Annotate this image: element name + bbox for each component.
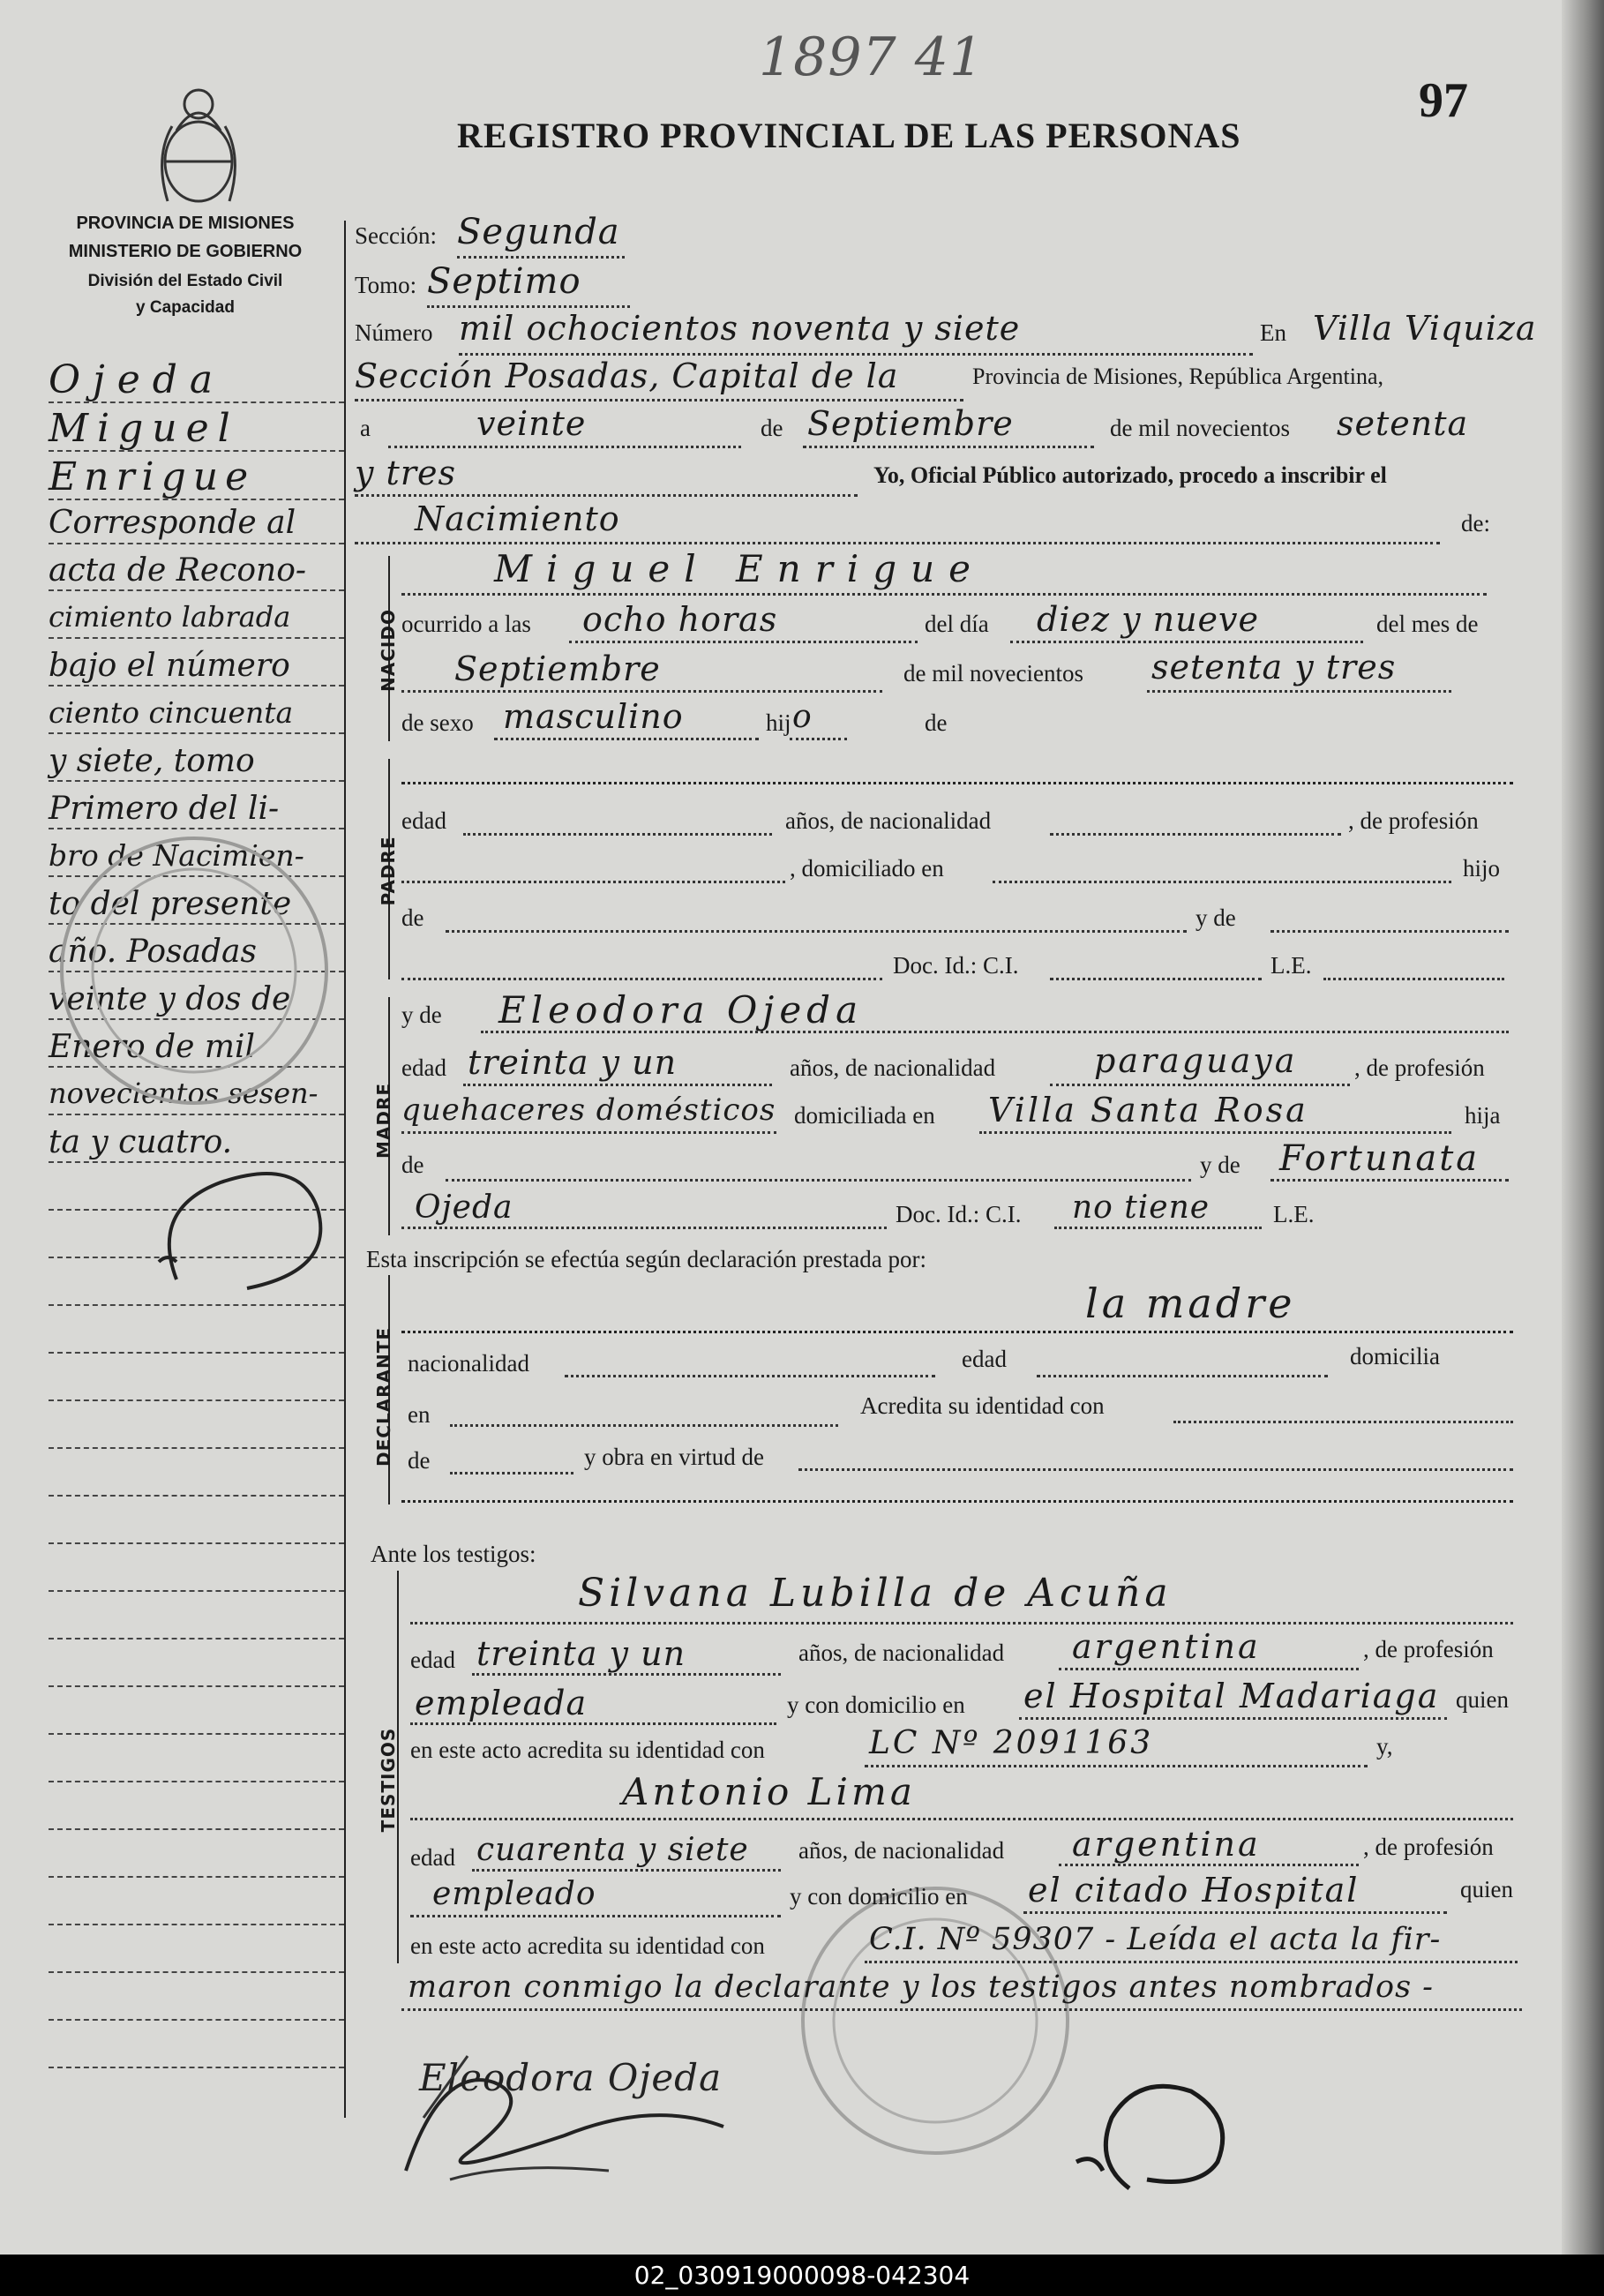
year-value: setenta <box>1337 404 1469 443</box>
oficial-text: Yo, Oficial Público autorizado, procedo a inscribir el <box>873 462 1387 488</box>
margin-line-text: novecientos sesen- <box>49 1077 319 1110</box>
de-end-label: de: <box>1461 510 1490 536</box>
ocurrido-label: ocurrido a las <box>401 611 531 637</box>
numero-value: mil ochocientos noventa y siete <box>459 309 1021 348</box>
padre-edad-label: edad <box>401 807 446 834</box>
witness1-profession-value: empleada <box>415 1684 588 1722</box>
sexo-value: masculino <box>503 697 684 736</box>
madre-anos-label: años, de nacionalidad <box>790 1054 996 1081</box>
province-heading: PROVINCIA DE MISIONES <box>76 214 295 233</box>
t2-acredita-label: en este acto acredita su identidad con <box>410 1932 765 1959</box>
page-title: REGISTRO PROVINCIAL DE LAS PERSONAS <box>457 116 1241 155</box>
margin-line-text: acta de Recono- <box>49 552 307 589</box>
padre-le-label: L.E. <box>1270 952 1312 979</box>
division-heading-2: y Capacidad <box>136 298 235 317</box>
padre-anos-label: años, de nacionalidad <box>785 807 992 834</box>
sexo-label: de sexo <box>401 709 474 736</box>
padre-domiciliado-label: , domiciliado en <box>790 855 944 882</box>
madre-section-label: MADRE <box>373 1082 394 1159</box>
ministry-heading: MINISTERIO DE GOBIERNO <box>68 242 303 261</box>
declarante-obra-label: y obra en virtud de <box>584 1444 764 1470</box>
witness1-age-value: treinta y un <box>476 1634 686 1673</box>
a-label: a <box>360 415 371 441</box>
margin-line-text: bajo el número <box>49 648 290 684</box>
witness2-nationality-value: argentina <box>1072 1825 1261 1864</box>
birth-year-value: setenta y tres <box>1151 648 1397 687</box>
margin-line-text: cimiento labrada <box>49 600 291 634</box>
madre-de-label: de <box>401 1152 424 1178</box>
declarante-acredita-label: Acredita su identidad con <box>860 1392 1105 1419</box>
year-value-continued: y tres <box>355 454 456 492</box>
month-value: Septiembre <box>807 404 1014 443</box>
declarante-edad-label: edad <box>962 1346 1007 1372</box>
margin-line-text: bro de Nacimien- <box>49 838 304 873</box>
padre-y-de-label: y de <box>1196 904 1236 931</box>
province-text: Provincia de Misiones, República Argentina, <box>972 364 1383 389</box>
margin-line-text: Enero de mil <box>49 1029 256 1065</box>
seccion-label: Sección: <box>355 222 437 249</box>
official-seal-icon <box>53 829 335 1112</box>
closing-text: maron conmigo la declarante y los testigos antes nombrados - <box>408 1970 1435 2005</box>
signature-flourish-icon <box>388 2030 882 2188</box>
numero-label: Número <box>355 319 433 346</box>
mother-age-value: treinta y un <box>468 1043 678 1082</box>
hour-value: ocho horas <box>582 600 778 639</box>
mother-name-value: Eleodora Ojeda <box>498 988 864 1032</box>
hijo-value: o <box>792 699 813 735</box>
padre-de-label: de <box>401 904 424 931</box>
register-stamp-number: 1897 41 <box>759 26 985 88</box>
witness1-name-value: Silvana Lubilla de Acuña <box>578 1571 1173 1616</box>
margin-line-text: Corresponde al <box>49 505 296 541</box>
madre-y-de2-label: y de <box>1200 1152 1240 1178</box>
division-heading: División del Estado Civil <box>87 272 283 290</box>
mother-profession-value: quehaceres domésticos <box>401 1092 776 1128</box>
madre-le-label: L.E. <box>1273 1201 1315 1227</box>
del-mes-label: del mes de <box>1376 611 1479 637</box>
testigos-section-label: TESTIGOS <box>378 1727 399 1833</box>
birth-month-value: Septiembre <box>454 649 661 688</box>
declarante-en-label: en <box>408 1401 431 1428</box>
witness2-profession-value: empleado <box>432 1876 596 1912</box>
declarante-name-value: la madre <box>1085 1279 1296 1327</box>
declarante-section-label: DECLARANTE <box>373 1326 394 1467</box>
del-dia-label: del día <box>925 611 989 637</box>
official-signature-icon <box>1041 2056 1306 2197</box>
seccion-capital-value: Sección Posadas, Capital de la <box>355 356 899 395</box>
t1-anos-label: años, de nacionalidad <box>798 1639 1005 1666</box>
padre-profesion-label: , de profesión <box>1348 807 1479 834</box>
t1-edad-label: edad <box>410 1647 455 1673</box>
t2-quien-label: quien <box>1460 1876 1513 1902</box>
grandmother-name-value: Fortunata <box>1279 1138 1480 1179</box>
t1-domicilio-label: y con domicilio en <box>787 1692 965 1718</box>
tomo-label: Tomo: <box>355 272 417 298</box>
en-label: En <box>1260 319 1286 346</box>
tomo-value: Septimo <box>427 261 581 302</box>
t2-profesion-label: , de profesión <box>1363 1834 1494 1860</box>
coat-of-arms-icon <box>150 78 247 210</box>
de-label: de <box>761 415 783 441</box>
padre-section-label: PADRE <box>378 836 399 906</box>
image-footer-code: 02_030919000098-042304 <box>0 2255 1604 2296</box>
witness1-nationality-value: argentina <box>1072 1627 1261 1666</box>
day-value: veinte <box>476 404 587 443</box>
witness2-age-value: cuarenta y siete <box>476 1832 749 1868</box>
witness1-doc-value: LC Nº 2091163 <box>869 1725 1154 1761</box>
margin-line-text: to del presente <box>49 886 292 922</box>
t1-profesion-label: , de profesión <box>1363 1636 1494 1662</box>
padre-hijo-label: hijo <box>1463 855 1501 882</box>
page-edge <box>1562 0 1604 2255</box>
margin-line-text: veinte y dos de <box>49 981 291 1017</box>
nacido-year-label: de mil novecientos <box>903 660 1083 687</box>
t1-quien-label: quien <box>1456 1686 1509 1713</box>
seccion-value: Segunda <box>457 212 620 252</box>
declarante-de-label: de <box>408 1447 431 1474</box>
hijo-label: hij <box>766 709 791 736</box>
margin-line-text: Ojeda <box>49 357 226 402</box>
t1-y-label: y, <box>1376 1733 1393 1760</box>
madre-edad-label: edad <box>401 1054 446 1081</box>
padre-doc-label: Doc. Id.: C.I. <box>893 952 1019 979</box>
margin-line-text: ciento cincuenta <box>49 695 294 730</box>
mother-address-value: Villa Santa Rosa <box>988 1091 1308 1129</box>
act-type-value: Nacimiento <box>415 499 620 538</box>
t1-acredita-label: en este acto acredita su identidad con <box>410 1737 765 1763</box>
witness2-name-value: Antonio Lima <box>622 1770 916 1813</box>
t2-edad-label: edad <box>410 1844 455 1871</box>
witness1-address-value: el Hospital Madariaga <box>1023 1677 1440 1715</box>
year-label: de mil novecientos <box>1110 415 1290 441</box>
mother-nationality-value: paraguaya <box>1094 1041 1298 1080</box>
declarante-nacionalidad-label: nacionalidad <box>408 1350 529 1377</box>
child-name-value: Miguel Enrigue <box>494 547 986 590</box>
madre-doc-label: Doc. Id.: C.I. <box>896 1201 1022 1227</box>
madre-hija-label: hija <box>1465 1102 1501 1129</box>
margin-line-text: Primero del li- <box>49 791 280 827</box>
mother-surname-value: Ojeda <box>415 1189 513 1226</box>
witness2-doc-value: C.I. Nº 59307 - Leída el acta la fir- <box>869 1922 1442 1957</box>
t2-domicilio-label: y con domicilio en <box>790 1883 968 1910</box>
margin-line-text: ta y cuatro. <box>49 1124 233 1160</box>
margin-line-text: año. Posadas <box>49 934 257 970</box>
declarante-signature: Eleodora Ojeda <box>419 2056 723 2099</box>
mother-doc-value: no tiene <box>1072 1189 1210 1226</box>
declarante-domicilia-label: domicilia <box>1350 1343 1440 1369</box>
margin-line-text: y siete, tomo <box>49 743 255 779</box>
madre-profesion-label: , de profesión <box>1354 1054 1485 1081</box>
nacido-de-label: de <box>925 709 948 736</box>
margin-line-text: Miguel <box>49 406 239 451</box>
margin-signature-icon <box>141 1156 353 1297</box>
declarante-intro: Esta inscripción se efectúa según declaración prestada por: <box>366 1246 926 1272</box>
birth-day-value: diez y nueve <box>1037 600 1260 639</box>
nacido-section-label: NACIDO <box>378 609 399 692</box>
t2-anos-label: años, de nacionalidad <box>798 1837 1005 1864</box>
testigos-intro: Ante los testigos: <box>371 1541 536 1567</box>
madre-y-de-label: y de <box>401 1002 442 1028</box>
madre-domiciliada-label: domiciliada en <box>794 1102 935 1129</box>
witness2-address-value: el citado Hospital <box>1028 1871 1360 1910</box>
margin-line-text: Enrigue <box>49 454 256 499</box>
en-value: Villa Viquiza <box>1313 309 1537 348</box>
page-number: 97 <box>1419 73 1468 128</box>
